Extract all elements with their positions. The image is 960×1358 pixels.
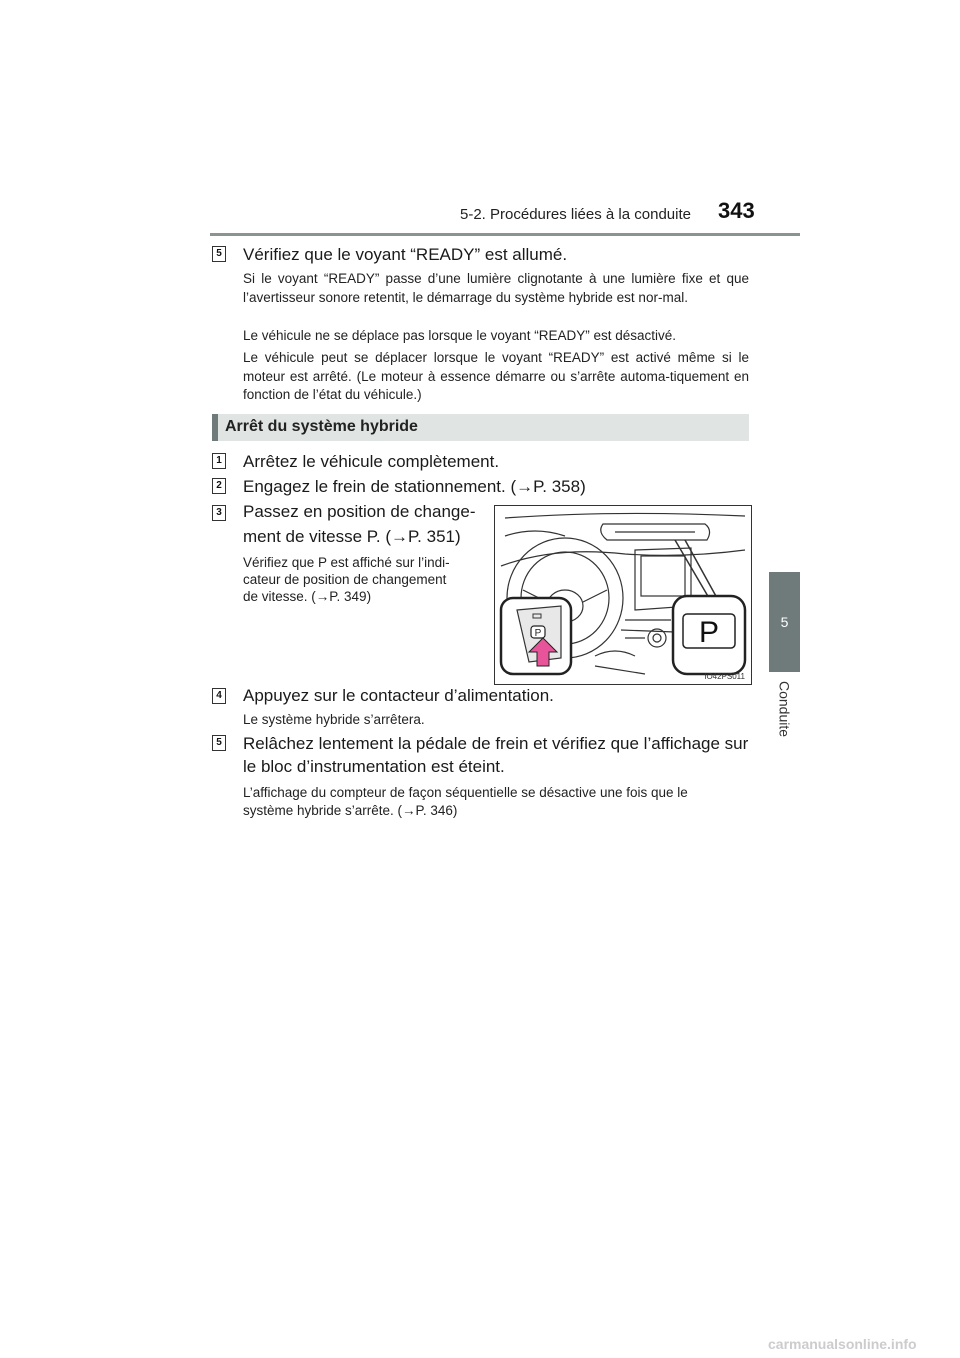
step-text: Arrêtez le véhicule complètement.: [243, 452, 500, 471]
step-text: Appuyez sur le contacteur d’alimentation.: [243, 686, 554, 705]
step-note: Le véhicule peut se déplacer lorsque le voyant “READY” est activé même si le moteur est arrêté. (Le moteur à essence démarre ou s’arrête automa-tiquement en fonction de l’état du véhicule.): [243, 350, 749, 402]
section-title-text: Arrêt du système hybride: [225, 418, 418, 435]
dashboard-drawing: [495, 506, 751, 684]
step-badge: 5: [212, 246, 226, 262]
chapter-number: 5: [780, 614, 789, 630]
step-note: système hybride s’arrête. (→P. 346): [243, 803, 458, 818]
step-note: L’affichage du compteur de façon séquentielle se désactive une fois que le: [243, 785, 688, 800]
chapter-label: Conduite: [776, 681, 793, 738]
step-text: Vérifiez que le voyant “READY” est allumé.: [243, 245, 568, 264]
page-number: 343: [718, 198, 755, 223]
watermark: carmanualsonline.info: [768, 1336, 917, 1352]
step-note: cateur de position de changement: [243, 572, 447, 587]
step-note: Le système hybride s’arrêtera.: [243, 712, 425, 727]
big-p-label: P: [698, 616, 720, 649]
step-note: de vitesse. (→P. 349): [243, 589, 372, 604]
step-badge: 5: [212, 735, 226, 751]
section-accent: [212, 414, 218, 441]
step-text: Passez en position de change-: [243, 502, 476, 521]
step-text: le bloc d’instrumentation est éteint.: [243, 757, 505, 776]
illustration-code: IO42PS011: [704, 672, 745, 681]
step-text: Relâchez lentement la pédale de frein et vérifiez que l’affichage sur: [243, 734, 749, 753]
step-note: Le véhicule ne se déplace pas lorsque le voyant “READY” est désactivé.: [243, 328, 676, 343]
step-text: Engagez le frein de stationnement. (→P. 358): [243, 477, 586, 496]
header-rule: [210, 233, 800, 236]
step-badge: 2: [212, 478, 226, 494]
step-text: ment de vitesse P. (→P. 351): [243, 527, 461, 546]
shift-indicator-illustration: [494, 505, 752, 685]
step-note: Si le voyant “READY” passe d’une lumière clignotante à une lumière fixe et que l’avertisseur sonore retentit, le démarrage du système hybride est nor-mal.: [243, 271, 749, 305]
step-badge: 1: [212, 453, 226, 469]
section-heading: [212, 414, 749, 441]
step-badge: 3: [212, 505, 226, 521]
small-p-label: P: [534, 628, 542, 639]
step-note: Vérifiez que P est affiché sur l’indi-: [243, 555, 450, 570]
step-badge: 4: [212, 688, 226, 704]
section-title: 5-2. Procédures liées à la conduite: [460, 206, 691, 223]
chapter-tab[interactable]: [769, 572, 800, 672]
